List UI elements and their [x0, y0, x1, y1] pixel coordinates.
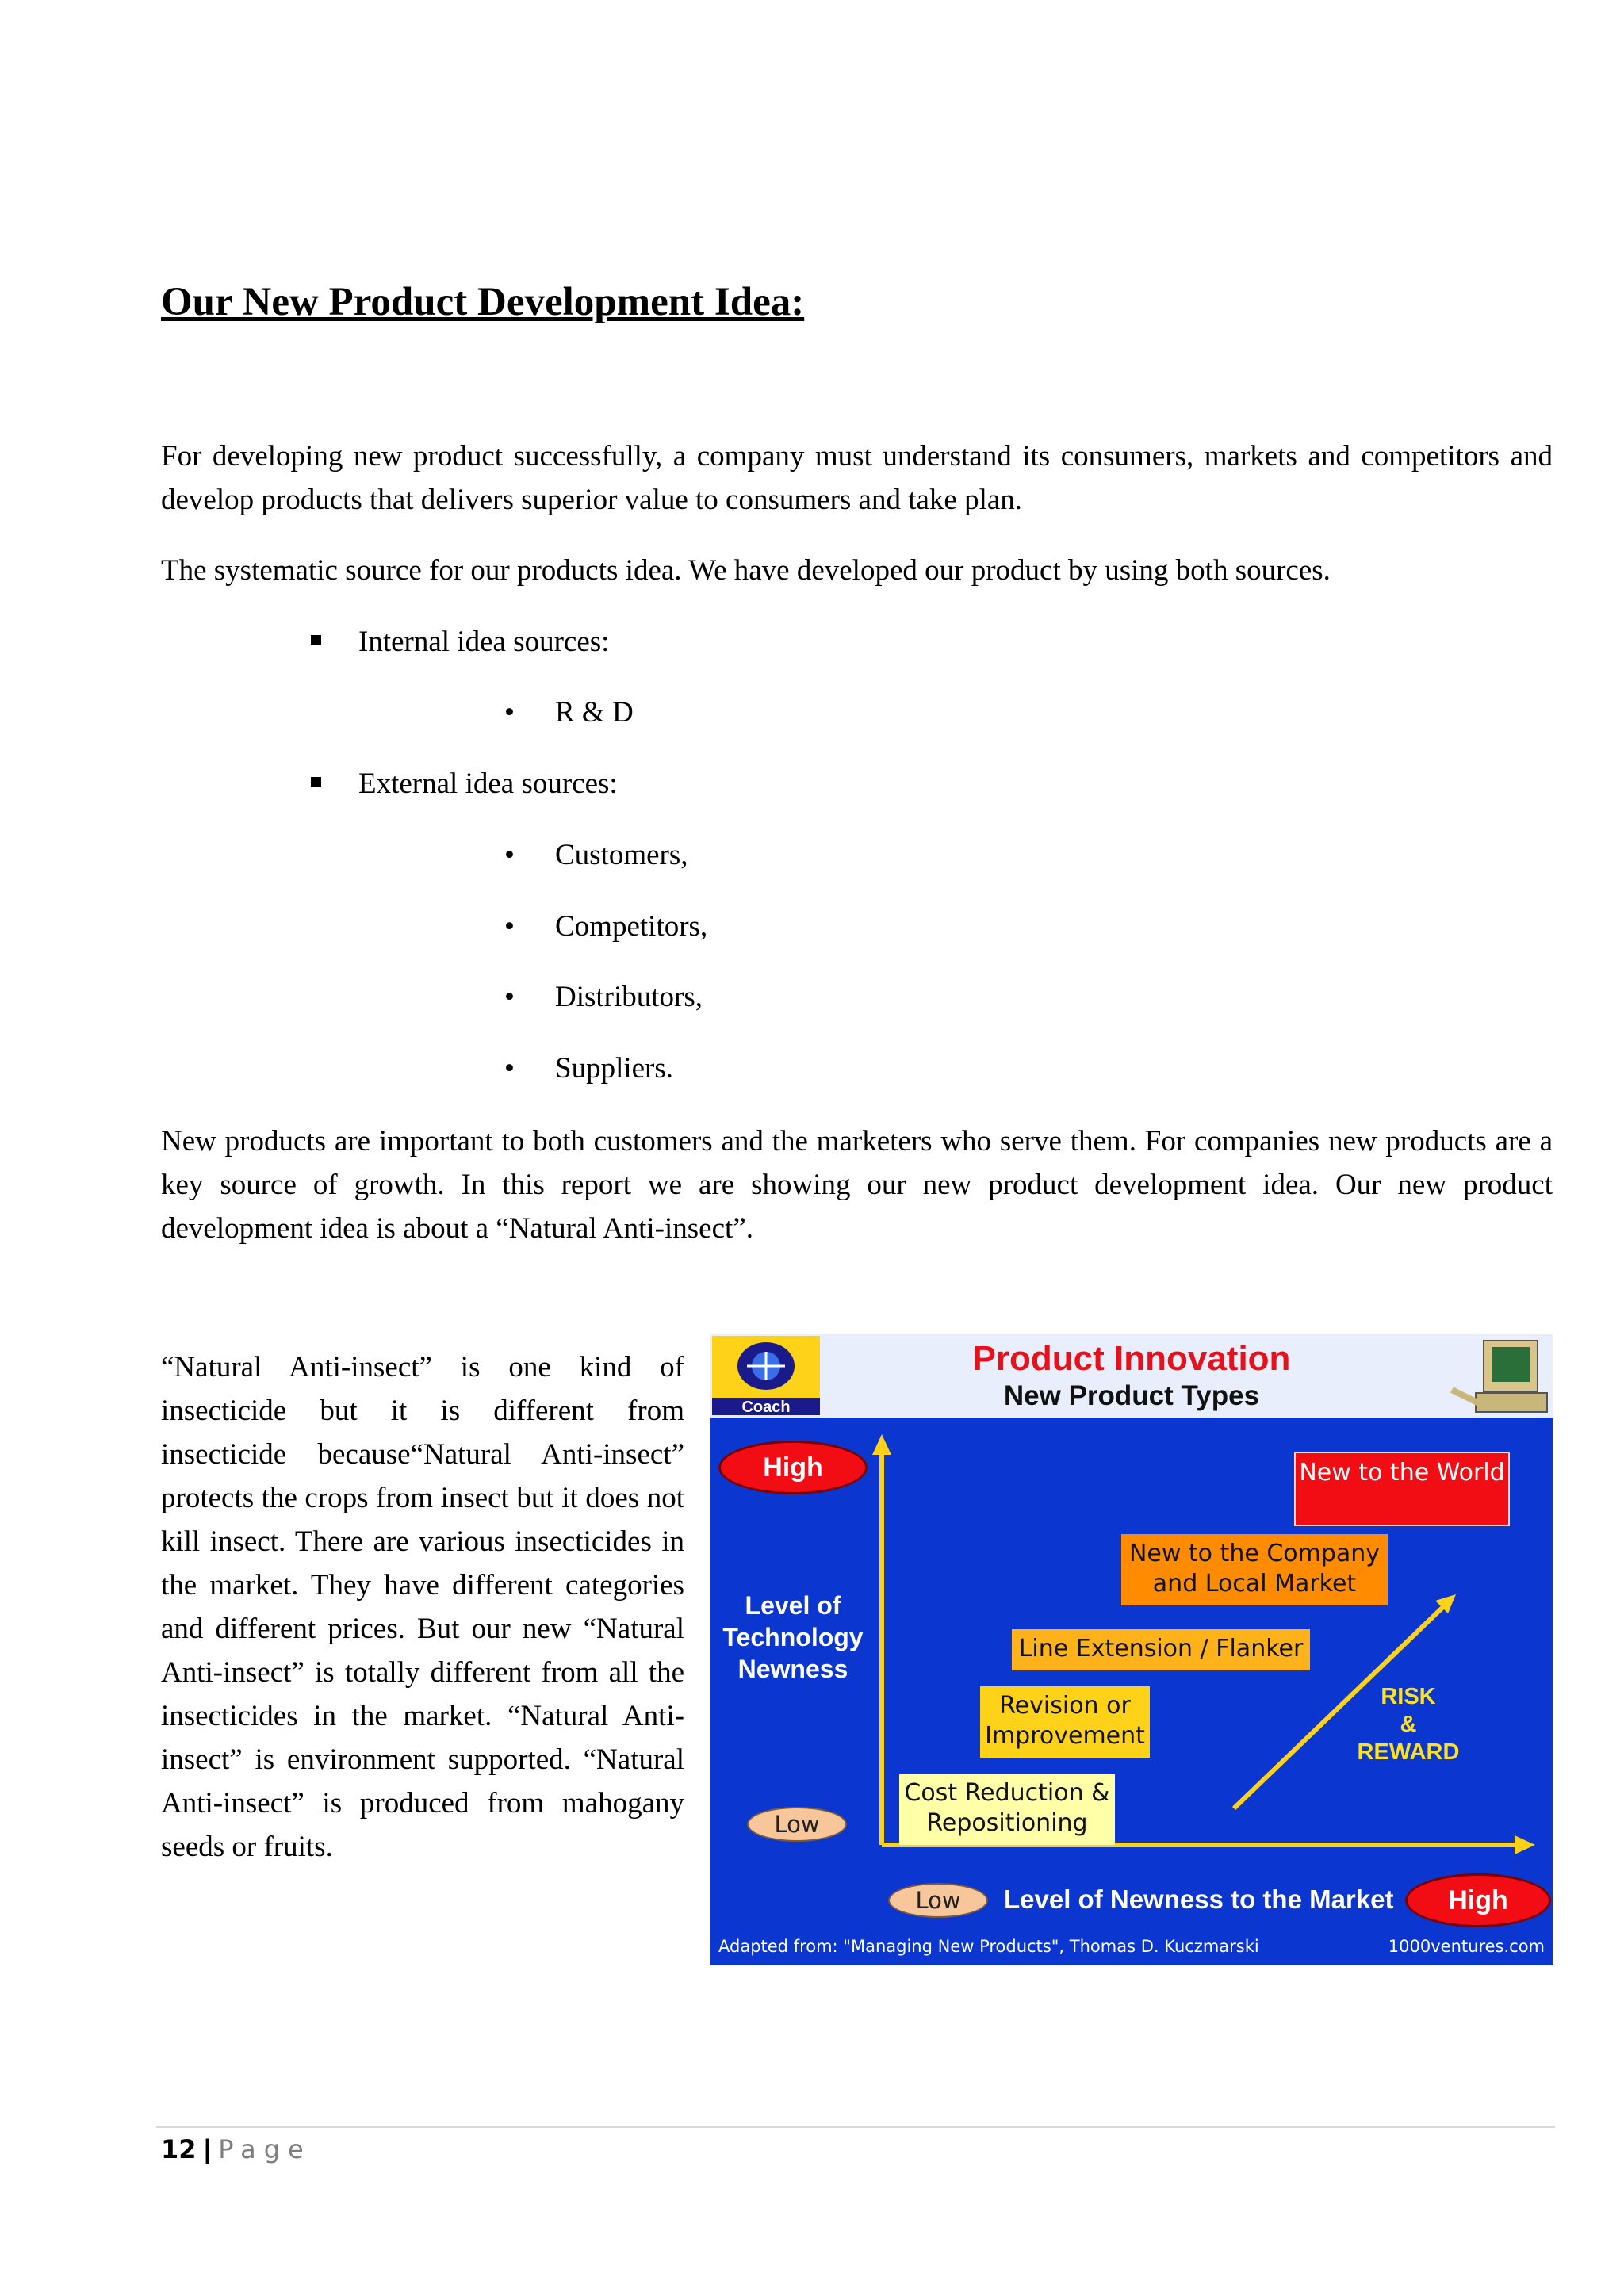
- product-innovation-figure: [710, 1334, 1553, 1965]
- square-bullet-icon: [311, 777, 321, 787]
- figure-title: Product Innovation: [972, 1339, 1291, 1378]
- type-new-to-world: New to the World: [1294, 1452, 1510, 1526]
- round-bullet-icon: •: [504, 910, 515, 943]
- new-products-paragraph: New products are important to both customers and the marketers who serve them. For companies new products are a key source of growth. In this report we are showing our new product development idea. Our new product development idea is about a “Natural Anti-insect”.: [161, 1125, 1553, 1245]
- intro-paragraph: For developing new product successfully, a company must understand its consumers, markets and competitors and develop products that delivers superior value to consumers and take plan.: [161, 440, 1553, 516]
- x-high-badge: High: [1405, 1873, 1551, 1927]
- x-low-badge: Low: [888, 1883, 988, 1918]
- internal-sources-label: Internal idea sources:: [358, 626, 610, 658]
- figure-subtitle: New Product Types: [1003, 1380, 1260, 1411]
- y-low-badge: Low: [747, 1807, 847, 1842]
- figure-credit: Adapted from: "Managing New Products", Thomas D. Kuczmarski: [718, 1937, 1259, 1956]
- risk-reward-label: RISK & REWARD: [1357, 1684, 1460, 1765]
- page-number: 12: [161, 2134, 197, 2164]
- footer-separator: |: [202, 2134, 213, 2164]
- page-word: Page: [218, 2134, 312, 2164]
- round-bullet-icon: •: [504, 1052, 515, 1085]
- type-line-extension: Line Extension / Flanker: [1012, 1629, 1310, 1670]
- x-axis-arrowhead: [1515, 1835, 1535, 1854]
- round-bullet-icon: •: [504, 696, 515, 729]
- type-revision-improvement: Revision or Improvement: [980, 1686, 1150, 1758]
- y-axis-arrowhead: [872, 1434, 891, 1455]
- y-axis-label: Level of Technology Newness: [722, 1591, 864, 1683]
- round-bullet-icon: •: [504, 981, 515, 1013]
- figure-source-site: 1000ventures.com: [1388, 1937, 1545, 1956]
- y-high-badge: High: [718, 1441, 868, 1494]
- product-description-paragraph: “Natural Anti-insect” is one kind of insecticide but it is different from insecticide because“Natural Anti-insect” protects the crops from insect but it does not kill insect. There are various insecticides in the market. They have different categories and different prices. But our new “Natural Anti-insect” is totally different from all the insecticides in the market. “Natural Anti-insect” is environment supported. “Natural Anti-insect” is produced from mahogany seeds or fruits.: [161, 1351, 684, 1863]
- coach-logo-text: Coach: [741, 1399, 791, 1416]
- page-heading: Our New Product Development Idea:: [161, 280, 805, 324]
- page-footer: [161, 2134, 312, 2164]
- type-new-to-company: New to the Company and Local Market: [1121, 1534, 1388, 1605]
- document-page: Our New Product Development Idea: For developing new product successfully, a company must understand its consumers, markets and competitors and develop products that delivers superior value to consumers and take plan. The systematic source for our products idea. We have developed our product by using both sources. Internal idea sources: • R & D External idea sources: • Customers, • Competitors, • Distributors, • Suppliers. New products are important to both customers and the marketers who serve them. For companies new products are a key source of growth. In this report we are showing our new product development idea. Our new product development idea is about a “Natural Anti-insect”. “Natural Anti-insect” is one kind of insecticide but it is different from insecticide because“Natural Anti-insect” protects the crops from insect but it does not kill insect. There are various insecticides in the market. They have different categories and different prices. But our new “Natural Anti-insect” is totally different from all the insecticides in the market. “Natural Anti-insect” is environment supported. “Natural Anti-insect” is produced from mahogany seeds or fruits. Coach Product Innovation New Product Types High Level of Technology Newness Low Cost Reduction & Repositioning Revision or Improvement Line Extension / Flanker New to the Company and Local Market New to the World RISK & REWARD Low Level of Newness to the Market High Adapted from: "Managing New Products", Thomas D. Kuczmarski 1000ventures.com 12 | Page: [0, 0, 1624, 2296]
- type-cost-reduction: Cost Reduction & Repositioning: [899, 1774, 1115, 1845]
- sources-paragraph: The systematic source for our products idea. We have developed our product by using both sources.: [161, 554, 1331, 587]
- footer-divider: [156, 2126, 1555, 2128]
- x-axis-label: Level of Newness to the Market: [1004, 1885, 1394, 1914]
- external-sources-label: External idea sources:: [358, 767, 618, 800]
- round-bullet-icon: •: [504, 839, 515, 871]
- square-bullet-icon: [311, 635, 321, 645]
